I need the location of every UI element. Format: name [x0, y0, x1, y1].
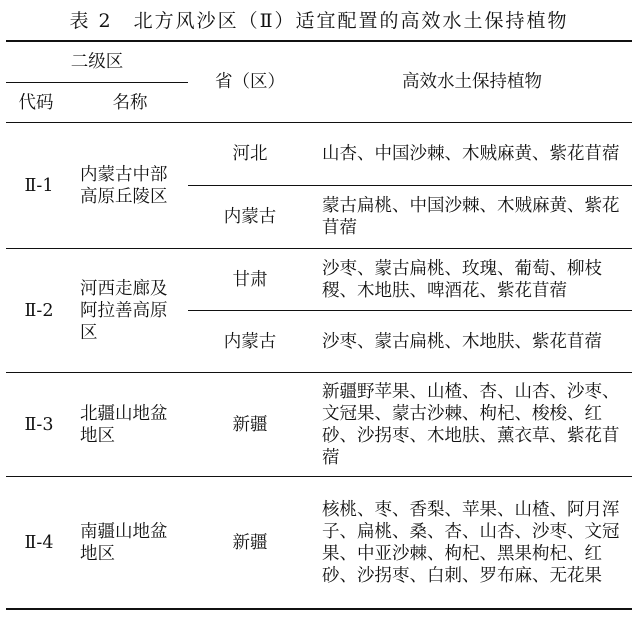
header-group: 二级区	[70, 52, 124, 72]
header-name: 名称	[112, 92, 148, 113]
plants-cell: 核桃、枣、香梨、苹果、山楂、阿月浑子、扁桃、桑、杏、山杏、沙枣、文冠果、中亚沙棘、枸杞、黑果枸杞、红砂、沙拐枣、白刺、罗布麻、无花果	[322, 499, 620, 586]
plants-cell: 蒙古扁桃、中国沙棘、木贼麻黄、紫花苜蓿	[322, 196, 620, 238]
region-name: 内蒙古中部高原丘陵区	[80, 164, 168, 207]
region-code: Ⅱ-3	[24, 414, 54, 435]
bottom-rule	[6, 608, 632, 610]
province-cell: 新疆	[232, 532, 268, 553]
header-plants: 高效水土保持植物	[402, 72, 542, 92]
region-name: 北疆山地盆地区	[80, 403, 168, 446]
region-name: 南疆山地盆地区	[80, 521, 168, 564]
region-code: Ⅱ-1	[24, 175, 54, 196]
region-code: Ⅱ-2	[24, 300, 54, 321]
province-cell: 内蒙古	[223, 207, 277, 227]
province-cell: 新疆	[232, 414, 268, 435]
province-cell: 内蒙古	[223, 331, 277, 352]
plants-cell: 沙枣、蒙古扁桃、玫瑰、葡萄、柳枝稷、木地肤、啤酒花、紫花苜蓿	[322, 258, 602, 301]
province-cell: 河北	[232, 144, 268, 164]
plants-cell: 山杏、中国沙棘、木贼麻黄、紫花苜蓿	[322, 144, 620, 164]
plants-cell: 沙枣、蒙古扁桃、木地肤、紫花苜蓿	[322, 331, 602, 352]
region-code: Ⅱ-4	[24, 532, 54, 553]
header-province: 省（区）	[215, 72, 285, 92]
plants-cell: 新疆野苹果、山楂、杏、山杏、沙枣、文冠果、蒙古沙棘、枸杞、梭梭、红砂、沙拐枣、木地肤、薰衣草、紫花苜蓿	[322, 381, 620, 468]
region-name: 河西走廊及阿拉善高原区	[80, 278, 168, 343]
province-cell: 甘肃	[232, 269, 268, 290]
header-code: 代码	[18, 92, 54, 113]
table-caption: 表 2 北方风沙区（Ⅱ）适宜配置的高效水土保持植物	[69, 10, 569, 32]
